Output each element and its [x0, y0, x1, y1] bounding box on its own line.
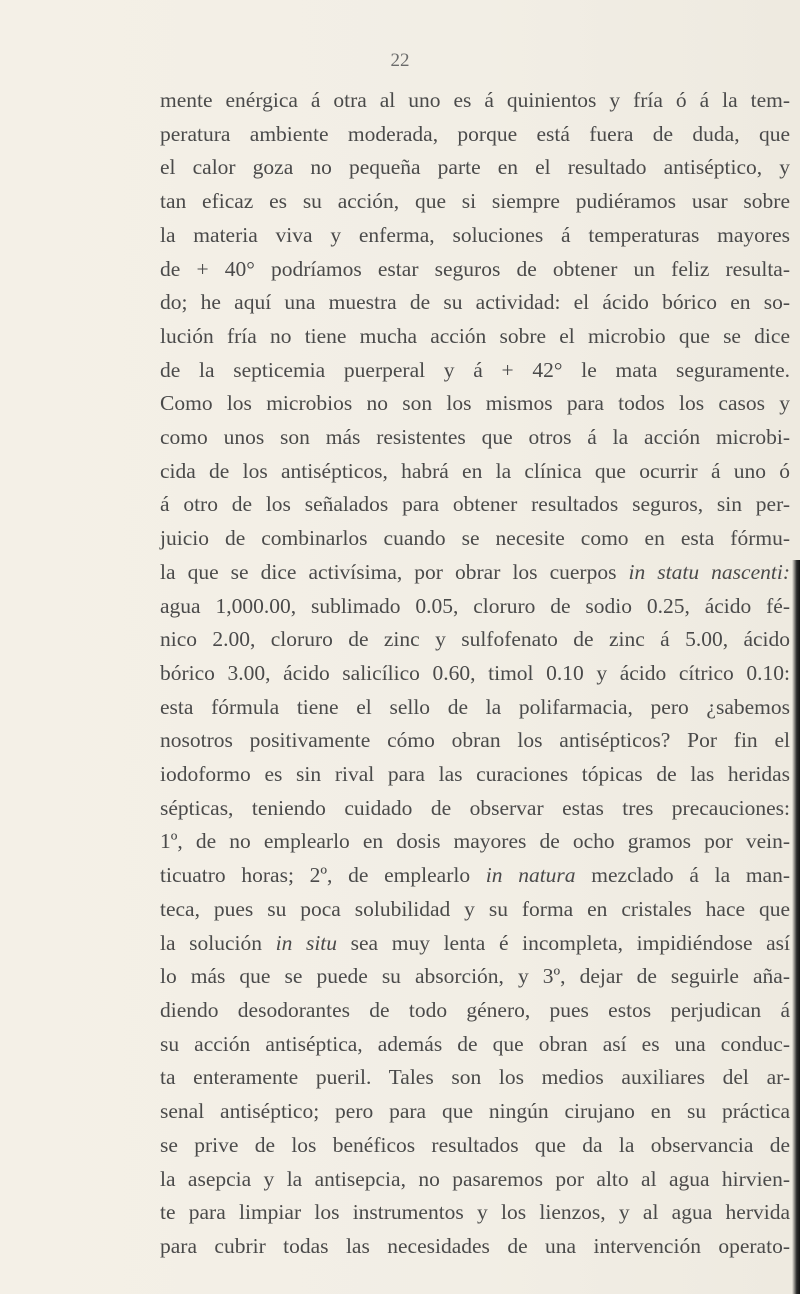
text-line: la asepcia y la antisepcia, no pasaremos por alto al agua hirvien-	[160, 1166, 790, 1191]
text-line: 1º, de no emplearlo en dosis mayores de ocho gramos por vein-	[160, 829, 790, 854]
text-line: cida de los antisépticos, habrá en la clínica que ocurrir á uno ó	[160, 458, 790, 483]
text-line-natura	[160, 859, 790, 893]
text-line: Como los microbios no son los mismos para todos los casos y	[160, 391, 790, 416]
text-segment: mezclado á la man-	[575, 863, 790, 888]
text-line: sépticas, teniendo cuidado de observar estas tres precauciones:	[160, 795, 790, 820]
text-line: teca, pues su poca solubilidad y su forma en cristales hace que	[160, 896, 790, 921]
page-number: 22	[390, 50, 410, 71]
text-line: senal antiséptico; pero para que ningún cirujano en su práctica	[160, 1099, 790, 1124]
text-line: á otro de los señalados para obtener resultados seguros, sin per-	[160, 492, 790, 517]
text-line: peratura ambiente moderada, porque está fuera de duda, que	[160, 121, 790, 146]
text-line: bórico 3.00, ácido salicílico 0.60, timol 0.10 y ácido cítrico 0.10:	[160, 660, 790, 685]
text-line: se prive de los benéficos resultados que da la observancia de	[160, 1132, 790, 1157]
text-line: tan eficaz es su acción, que si siempre pudiéramos usar sobre	[160, 189, 790, 214]
text-line: como unos son más resistentes que otros á la acción microbi-	[160, 425, 790, 450]
text-segment: la solución	[160, 930, 276, 955]
text-line: juicio de combinarlos cuando se necesite como en esta fórmu-	[160, 526, 790, 551]
text-segment: ticuatro horas; 2º, de emplearlo	[160, 863, 486, 888]
text-line: lución fría no tiene mucha acción sobre el microbio que se dice	[160, 323, 790, 348]
text-line: de + 40° podríamos estar seguros de obtener un feliz resulta-	[160, 256, 790, 281]
italic-phrase: in natura	[485, 863, 576, 888]
text-segment: sea muy lenta é incompleta, impidiéndose así	[337, 930, 790, 955]
text-line-situ	[160, 927, 790, 961]
text-line: iodoformo es sin rival para las curaciones tópicas de las heridas	[160, 762, 790, 787]
italic-phrase: in situ	[275, 930, 338, 955]
italic-phrase: in statu nascenti:	[628, 559, 790, 584]
text-line: mente enérgica á otra al uno es á quinientos y fría ó á la tem-	[160, 88, 790, 112]
text-line: esta fórmula tiene el sello de la polifarmacia, pero ¿sabemos	[160, 694, 790, 719]
text-line: agua 1,000.00, sublimado 0.05, cloruro de sodio 0.25, ácido fé-	[160, 593, 790, 618]
text-line: nico 2.00, cloruro de zinc y sulfofenato de zinc á 5.00, ácido	[160, 627, 790, 652]
text-line: lo más que se puede su absorción, y 3º, dejar de seguirle aña-	[160, 964, 790, 989]
text-line: ta enteramente pueril. Tales son los medios auxiliares del ar-	[160, 1065, 790, 1090]
text-line: te para limpiar los instrumentos y los lienzos, y al agua hervida	[160, 1200, 790, 1225]
text-line: nosotros positivamente cómo obran los antisépticos? Por fin el	[160, 728, 790, 753]
text-line: diendo desodorantes de todo género, pues estos perjudican á	[160, 997, 790, 1022]
body-text	[160, 84, 790, 1264]
text-line: su acción antiséptica, además de que obran así es una conduc-	[160, 1031, 790, 1056]
text-segment: la que se dice activísima, por obrar los cuerpos	[160, 559, 629, 584]
page-edge-shadow	[792, 560, 800, 1294]
text-line: la materia viva y enferma, soluciones á temperaturas mayores	[160, 222, 790, 247]
text-line: do; he aquí una muestra de su actividad: el ácido bórico en so-	[160, 290, 790, 315]
text-line: para cubrir todas las necesidades de una intervención operato-	[160, 1233, 790, 1258]
text-line: el calor goza no pequeña parte en el resultado antiséptico, y	[160, 155, 790, 180]
text-line: de la septicemia puerperal y á + 42° le mata seguramente.	[160, 357, 790, 382]
text-line-formula	[160, 556, 790, 590]
